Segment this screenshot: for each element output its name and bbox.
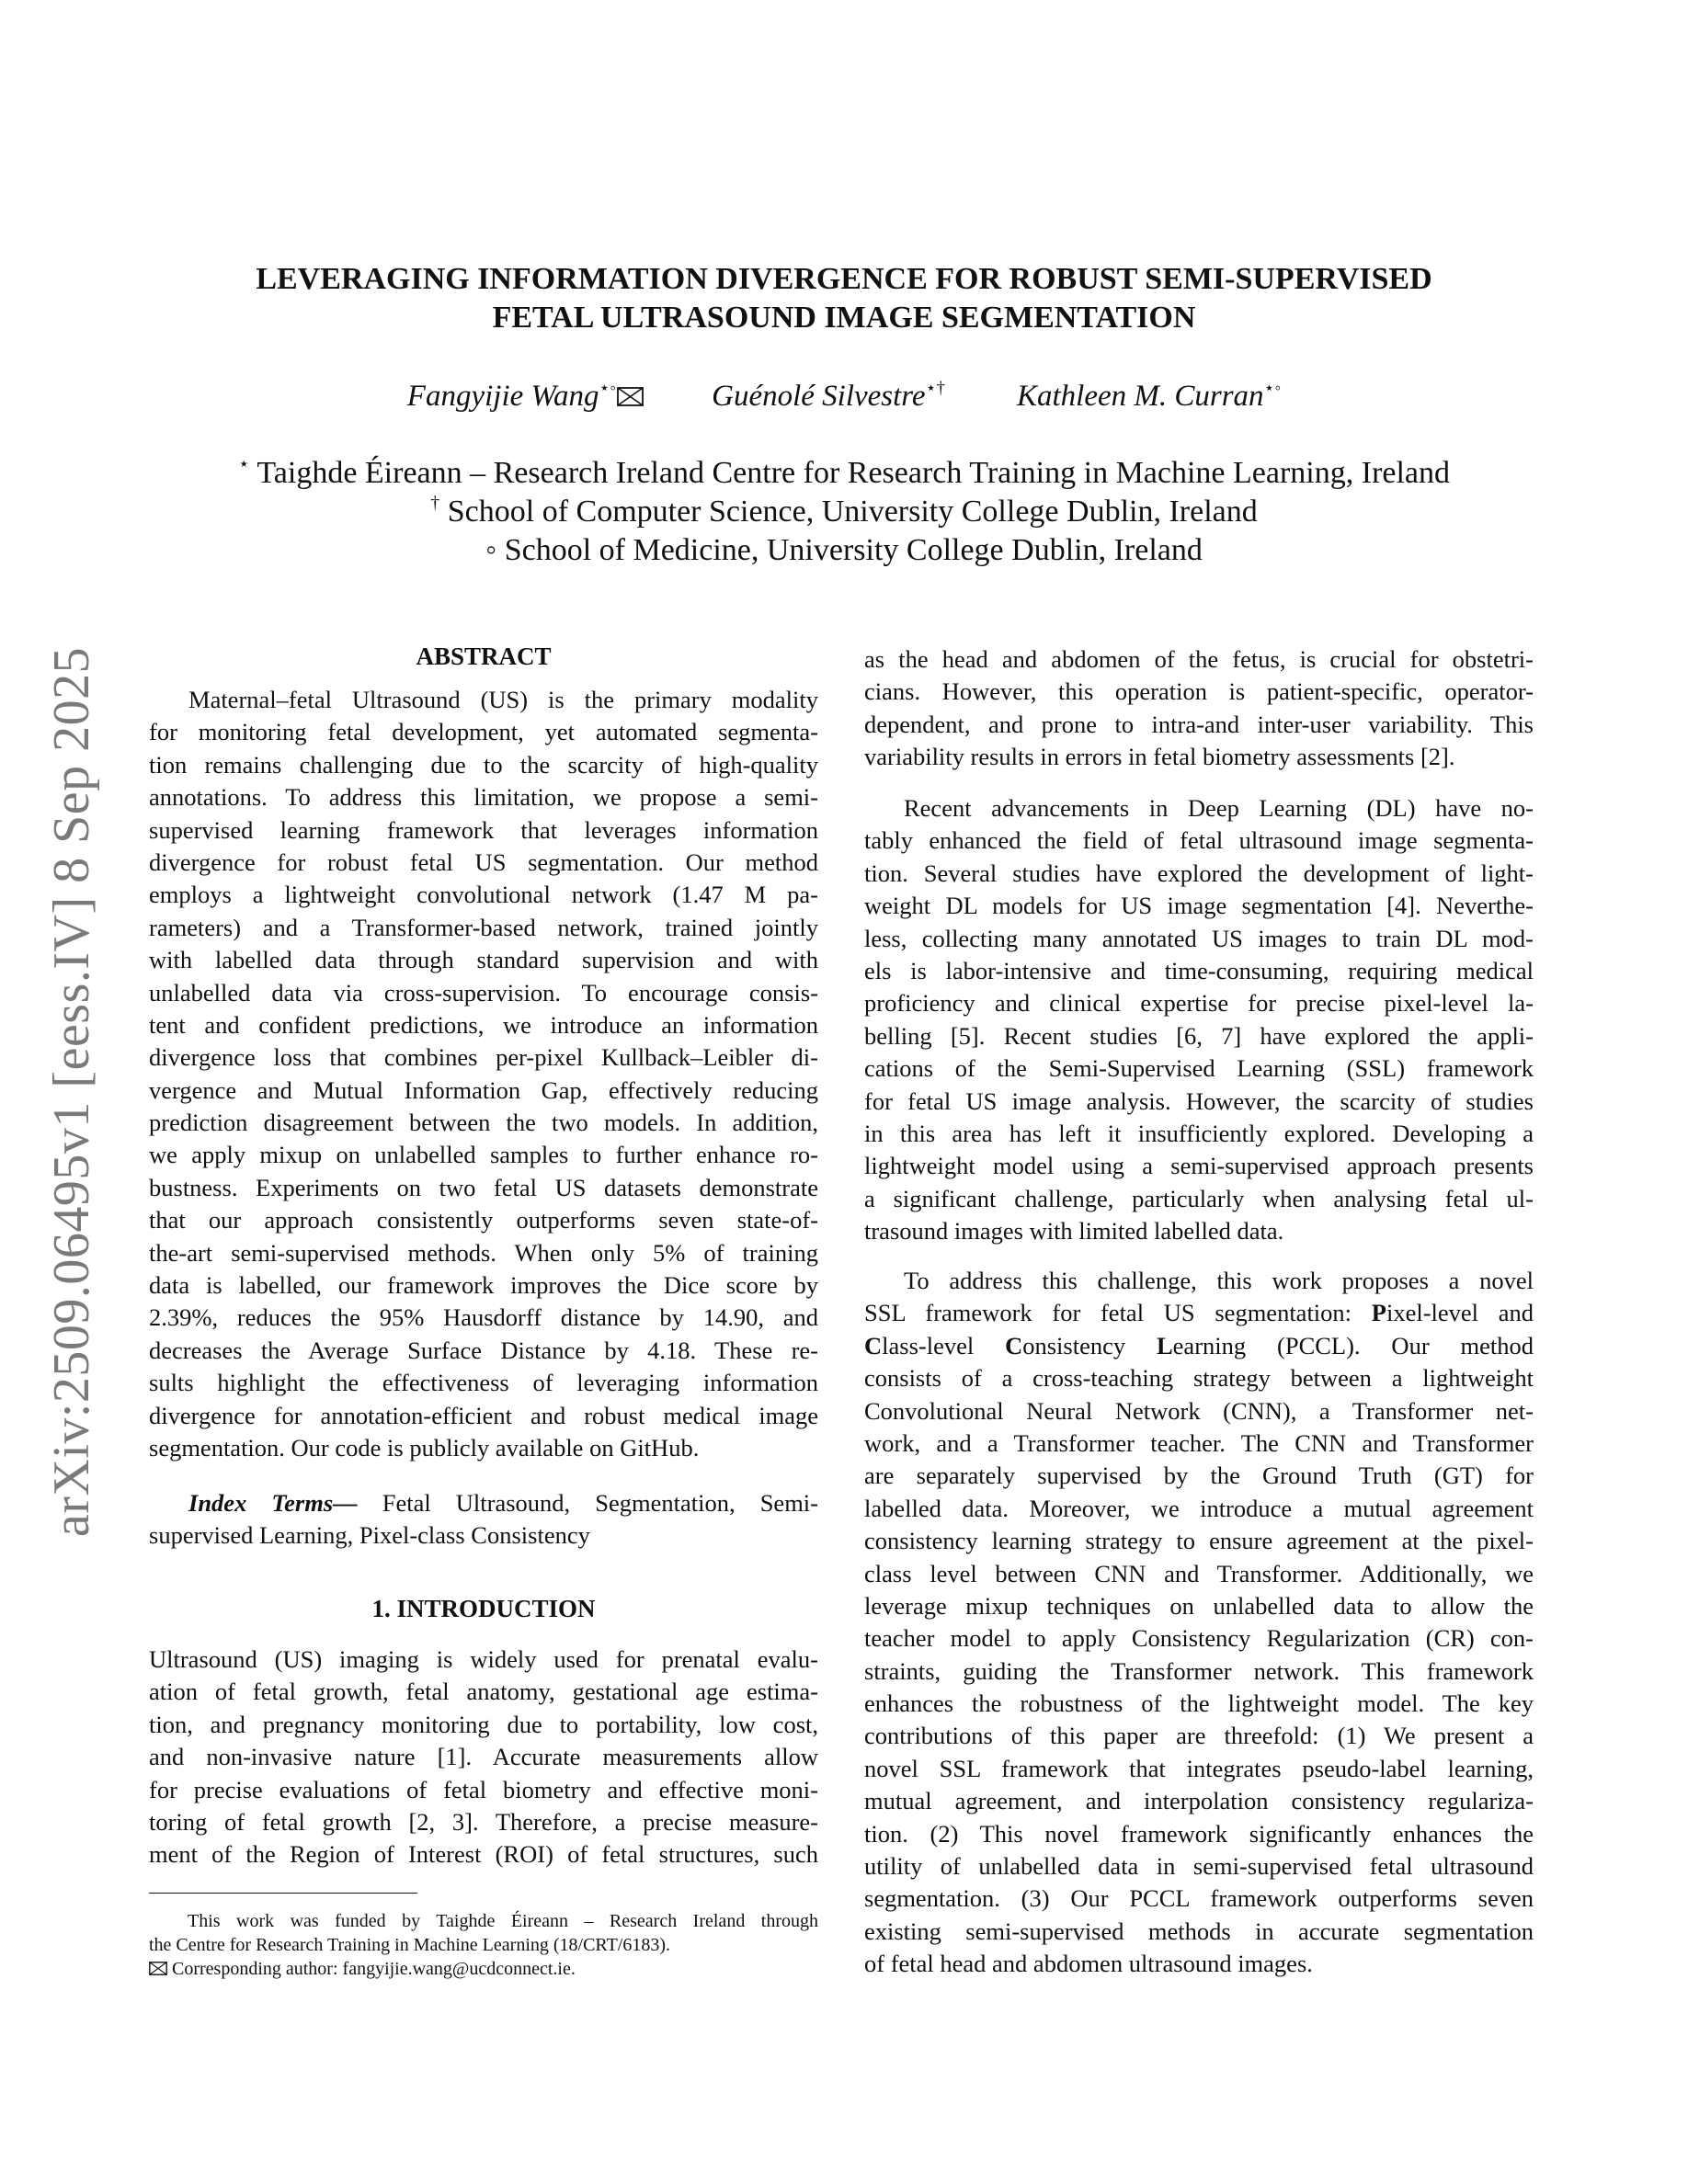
intro-text: lass-level [882, 1331, 1006, 1359]
intro-line: teacher model to apply Consistency Regularization (CR) con- [864, 1624, 1534, 1653]
intro-line: els is labor-intensive and time-consuming, requiring medical [864, 956, 1534, 984]
author-1 [407, 377, 644, 415]
abstract-line: rameters) and a Transformer-based network, trained jointly [149, 913, 818, 941]
intro-line: a significant challenge, particularly when analysing fetal ul- [864, 1184, 1534, 1212]
intro-line: ation of fetal growth, fetal anatomy, gestational age estima- [149, 1678, 818, 1706]
abstract-line: tent and confident predictions, we introduce an information [149, 1010, 818, 1039]
intro-line: tably enhanced the field of fetal ultrasound image segmenta- [864, 826, 1534, 855]
intro-line: utility of unlabelled data in semi-supervised fetal ultrasound [864, 1852, 1534, 1881]
footnote-funding-line-2: the Centre for Research Training in Machine Learning (18/CRT/6183). [149, 1935, 671, 1955]
envelope-icon [617, 387, 644, 406]
intro-line: cians. However, this operation is patient-specific, operator- [864, 677, 1534, 706]
intro-line: tion, and pregnancy monitoring due to portability, low cost, [149, 1710, 818, 1738]
intro-line: and non-invasive nature [1]. Accurate measurements allow [149, 1743, 818, 1771]
affiliation-3 [0, 531, 1688, 570]
intro-line: Convolutional Neural Network (CNN), a Transformer net- [864, 1396, 1534, 1425]
abstract-line: bustness. Experiments on two fetal US datasets demonstrate [149, 1173, 818, 1201]
author-name: Guénolé Silvestre [712, 380, 926, 413]
intro-line: To address this challenge, this work proposes a novel [904, 1267, 1534, 1294]
affiliation-1 [0, 454, 1688, 493]
intro-text: ixel-level and [1386, 1299, 1534, 1327]
abstract-line: supervised learning framework that leverages information [149, 815, 818, 844]
index-terms-label: Index Terms— [188, 1489, 358, 1517]
abstract-line: 2.39%, reduces the 95% Hausdorff distance by 14.90, and [149, 1303, 818, 1332]
intro-line: consists of a cross-teaching strategy between a lightweight [864, 1364, 1534, 1393]
intro-line: existing semi-supervised methods in accurate segmentation [864, 1917, 1534, 1945]
intro-line: lightweight model using a semi-supervised approach presents [864, 1152, 1534, 1180]
author-list [0, 377, 1688, 415]
abstract-line: sults highlight the effectiveness of leveraging information [149, 1369, 818, 1397]
footnote-funding-line-1: This work was funded by Taighde Éireann – Research Ireland through [188, 1911, 818, 1931]
intro-line [864, 1330, 1534, 1362]
author-name: Kathleen M. Curran [1016, 380, 1264, 413]
affiliation-text: School of Medicine, University College Dublin, Ireland [504, 533, 1203, 567]
abstract-line: decreases the Average Surface Distance by 4.18. These re- [149, 1336, 818, 1364]
intro-line: leverage mixup techniques on unlabelled data to allow the [864, 1591, 1534, 1620]
affiliation-text: Taighde Éireann – Research Ireland Centre for Research Training in Machine Learning, Ireland [257, 456, 1451, 490]
affiliation-mark: ⋆ [237, 454, 250, 474]
index-terms [149, 1487, 818, 1553]
introduction-body-left [149, 1644, 818, 1871]
acronym-letter: C [1005, 1331, 1023, 1359]
author-marks: ⋆◦ [599, 379, 617, 398]
intro-line: Recent advancements in Deep Learning (DL) have no- [904, 794, 1534, 822]
intro-paragraph-1 [864, 643, 1534, 774]
abstract-line: with labelled data through standard supervision and with [149, 946, 818, 974]
intro-paragraph-2 [864, 792, 1534, 1247]
intro-line: consistency learning strategy to ensure agreement at the pixel- [864, 1527, 1534, 1555]
abstract-line: Maternal–fetal Ultrasound (US) is the primary modality [188, 686, 818, 713]
abstract-line: tion remains challenging due to the scarcity of high-quality [149, 750, 818, 779]
author-name: Fangyijie Wang [406, 380, 599, 413]
intro-line: straints, guiding the Transformer network. This framework [864, 1656, 1534, 1685]
footnote-rule [149, 1893, 417, 1894]
affiliation-mark: † [430, 493, 440, 513]
arxiv-sidebar [44, 614, 99, 1570]
affiliation-text: School of Computer Science, University College Dublin, Ireland [447, 495, 1258, 529]
intro-line: of fetal head and abdomen ultrasound images. [864, 1950, 1313, 1978]
author-3 [1017, 377, 1281, 415]
abstract-line: divergence for robust fetal US segmentation. Our method [149, 847, 818, 876]
intro-line: trasound images with limited labelled data. [864, 1217, 1284, 1246]
acronym-letter: P [1371, 1299, 1386, 1327]
author-2 [712, 377, 945, 415]
paper-title [0, 260, 1688, 337]
index-terms-line-1 [149, 1487, 818, 1519]
intro-line: in this area has left it insufficiently explored. Developing a [864, 1119, 1534, 1147]
title-line-1: LEVERAGING INFORMATION DIVERGENCE FOR ROBUST SEMI-SUPERVISED [256, 262, 1432, 296]
intro-line: ment of the Region of Interest (ROI) of fetal structures, such [149, 1840, 818, 1869]
abstract-line: that our approach consistently outperforms seven state-of- [149, 1206, 818, 1234]
abstract-line: divergence for annotation-efficient and robust medical image [149, 1401, 818, 1429]
abstract-line: prediction disagreement between the two models. In addition, [149, 1109, 818, 1137]
intro-line: cations of the Semi-Supervised Learning (SSL) framework [864, 1054, 1534, 1083]
introduction-heading: 1. INTRODUCTION [371, 1595, 596, 1622]
intro-line: Ultrasound (US) imaging is widely used for prenatal evalu- [149, 1645, 818, 1673]
abstract-line: we apply mixup on unlabelled samples to further enhance ro- [149, 1141, 818, 1169]
index-terms-text: Fetal Ultrasound, Segmentation, Semi- [382, 1489, 818, 1517]
intro-line: novel SSL framework that integrates pseudo-label learning, [864, 1754, 1534, 1782]
intro-line: tion. Several studies have explored the development of light- [864, 859, 1534, 887]
arxiv-identifier: arXiv:2509.06495v1 [eess.IV] 8 Sep 2025 [43, 646, 100, 1538]
title-line-2: FETAL ULTRASOUND IMAGE SEGMENTATION [492, 301, 1196, 335]
abstract-body [149, 684, 818, 1464]
abstract-line: divergence loss that combines per-pixel Kullback–Leibler di- [149, 1043, 818, 1072]
acronym-letter: L [1156, 1331, 1173, 1359]
intro-text: earning (PCCL). Our method [1172, 1331, 1534, 1359]
intro-line: as the head and abdomen of the fetus, is crucial for obstetri- [864, 645, 1534, 673]
intro-line: toring of fetal growth [2, 3]. Therefore, a precise measure- [149, 1807, 818, 1836]
intro-line: are separately supervised by the Ground Truth (GT) for [864, 1462, 1534, 1490]
acronym-letter: C [864, 1331, 883, 1359]
affiliations [0, 454, 1688, 570]
intro-line [864, 1297, 1534, 1329]
intro-line: weight DL models for US image segmentation [4]. Neverthe- [864, 892, 1534, 920]
intro-line: for fetal US image analysis. However, the scarcity of studies [864, 1086, 1534, 1115]
abstract-line: employs a lightweight convolutional network (1.47 M pa- [149, 881, 818, 909]
intro-line: mutual agreement, and interpolation consistency regulariza- [864, 1787, 1534, 1815]
abstract-line: segmentation. Our code is publicly available on GitHub. [149, 1433, 700, 1462]
abstract-line: data is labelled, our framework improves the Dice score by [149, 1271, 818, 1300]
author-marks: ⋆◦ [1263, 379, 1282, 398]
intro-line: enhances the robustness of the lightweight model. The key [864, 1689, 1534, 1718]
intro-text: onsistency [1022, 1331, 1157, 1359]
intro-text: SSL framework for fetal US segmentation: [864, 1299, 1372, 1327]
intro-line: class level between CNN and Transformer. Additionally, we [864, 1559, 1534, 1587]
footnote-corresponding-text: Corresponding author: fangyijie.wang@ucdconnect.ie. [172, 1959, 576, 1979]
intro-line: belling [5]. Recent studies [6, 7] have explored the appli- [864, 1021, 1534, 1050]
intro-line: less, collecting many annotated US images to train DL mod- [864, 924, 1534, 952]
abstract-line: unlabelled data via cross-supervision. To encourage consis- [149, 978, 818, 1007]
envelope-icon [149, 1962, 167, 1975]
intro-line: for precise evaluations of fetal biometry and effective moni- [149, 1775, 818, 1803]
abstract-heading: ABSTRACT [416, 643, 552, 670]
abstract-line: vergence and Mutual Information Gap, effectively reducing [149, 1075, 818, 1104]
abstract-line: for monitoring fetal development, yet automated segmenta- [149, 718, 818, 746]
intro-line: segmentation. (3) Our PCCL framework outperforms seven [864, 1884, 1534, 1913]
affiliation-mark: ◦ [485, 533, 497, 567]
abstract-line: the-art semi-supervised methods. When only 5% of training [149, 1238, 818, 1267]
footnote-corresponding [149, 1957, 818, 1981]
author-marks: ⋆† [925, 379, 945, 398]
intro-line: labelled data. Moreover, we introduce a mutual agreement [864, 1494, 1534, 1522]
affiliation-2 [0, 493, 1688, 531]
index-terms-line-2: supervised Learning, Pixel-class Consistency [149, 1521, 590, 1550]
intro-line: proficiency and clinical expertise for precise pixel-level la- [864, 989, 1534, 1018]
abstract-line: annotations. To address this limitation, we propose a semi- [149, 783, 818, 812]
intro-line: variability results in errors in fetal biometry assessments [2]. [864, 743, 1455, 771]
intro-paragraph-3 [864, 1265, 1534, 1981]
intro-line: work, and a Transformer teacher. The CNN and Transformer [864, 1428, 1534, 1457]
intro-line: dependent, and prone to intra-and inter-user variability. This [864, 710, 1534, 738]
intro-line: contributions of this paper are threefold: (1) We present a [864, 1722, 1534, 1750]
intro-line: tion. (2) This novel framework significantly enhances the [864, 1819, 1534, 1848]
